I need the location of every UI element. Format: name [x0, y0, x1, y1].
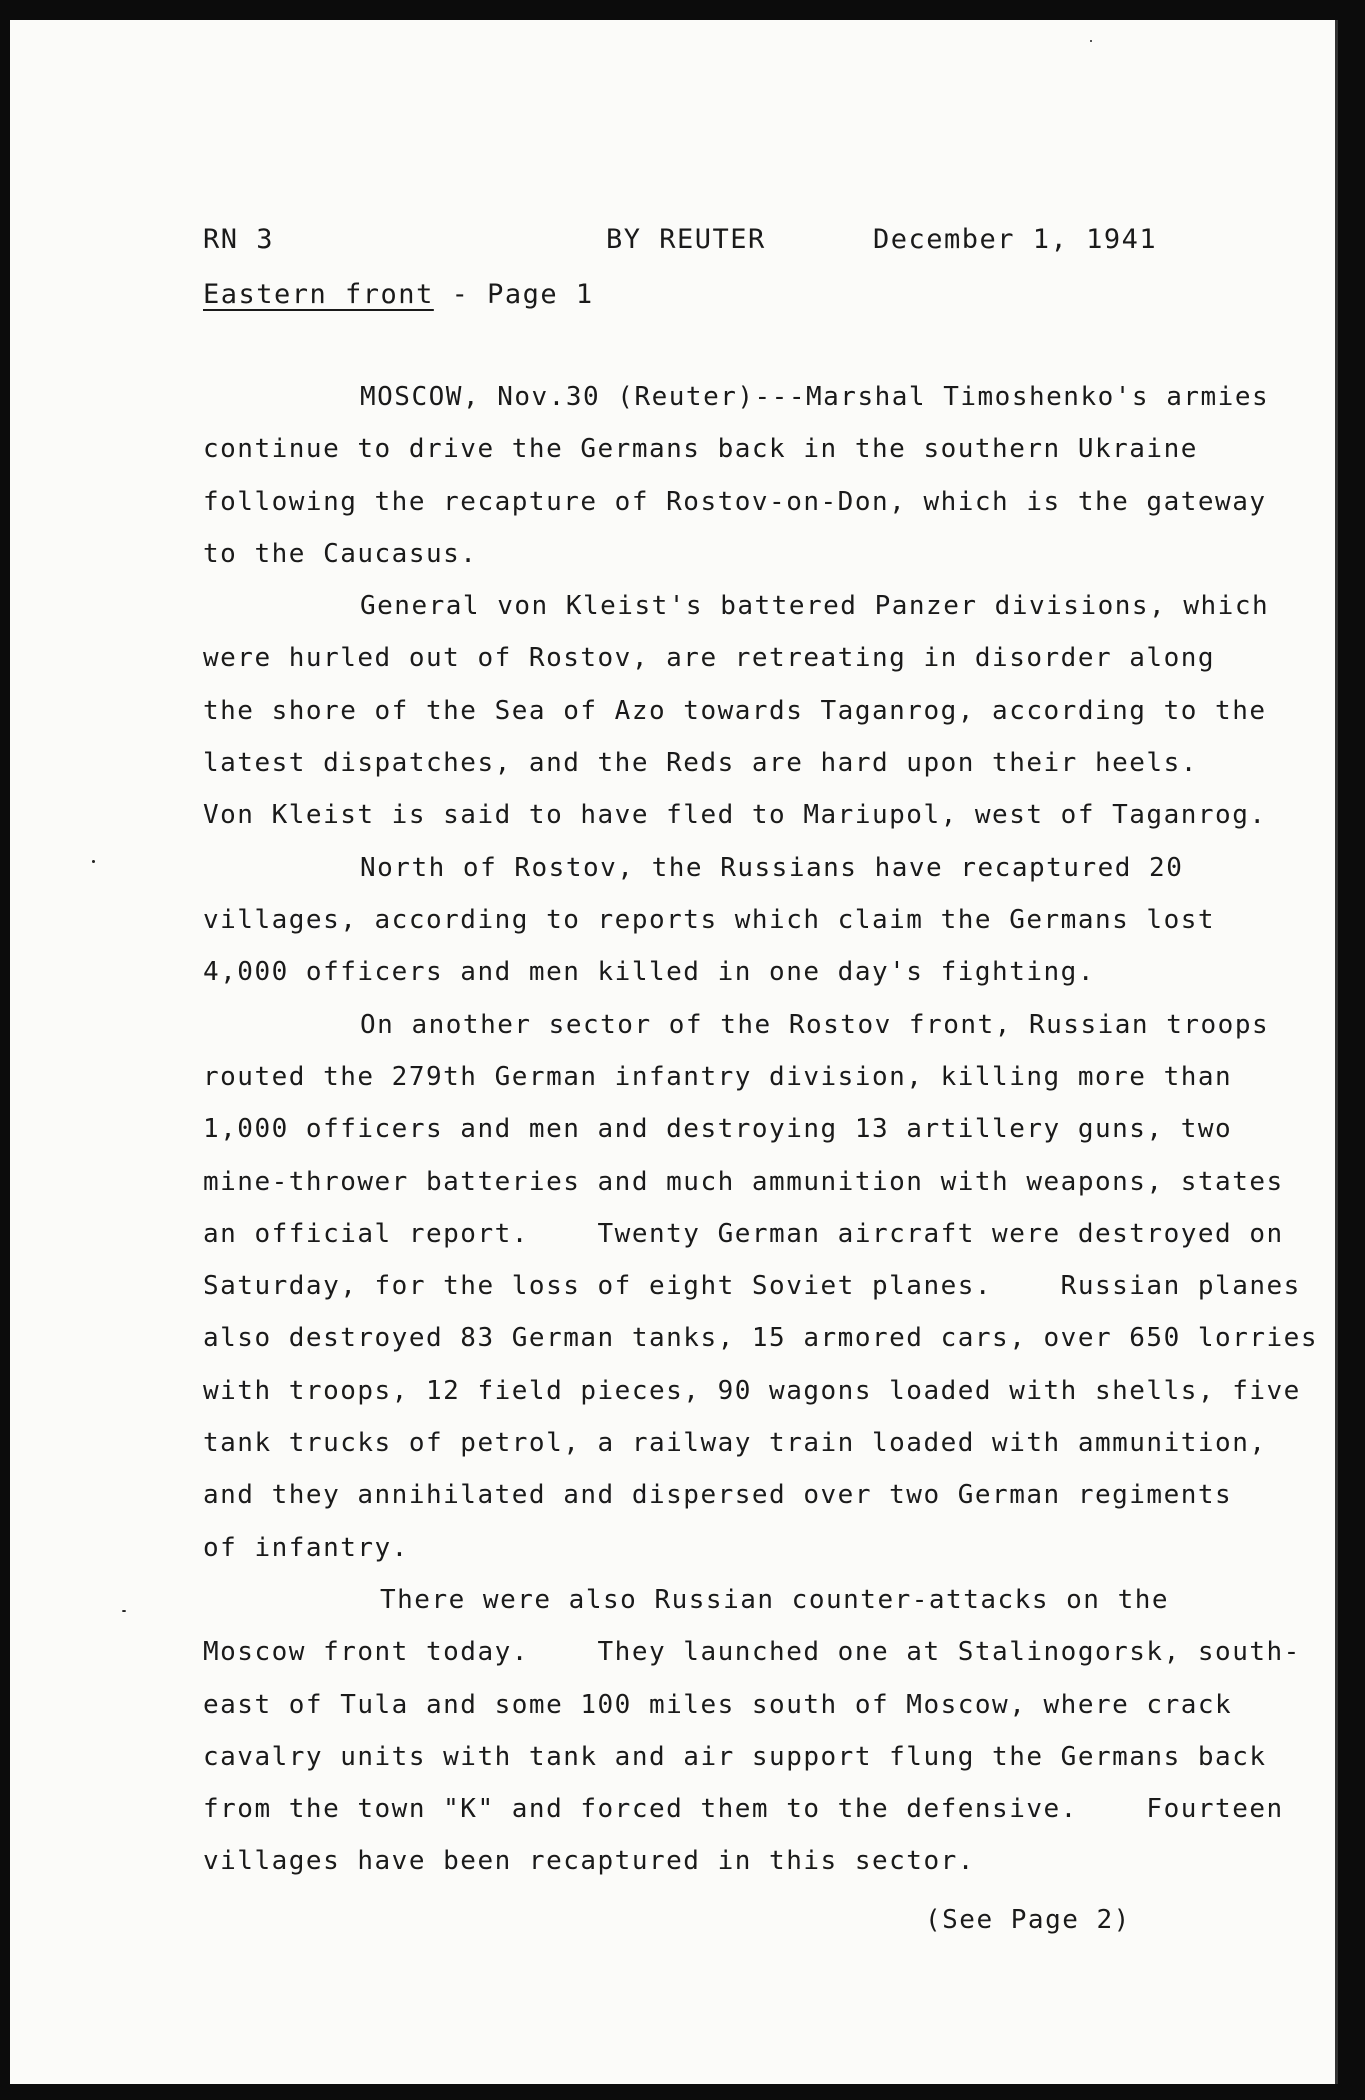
body-line: 4,000 officers and men killed in one day's fighting.: [203, 957, 1095, 987]
body-line: MOSCOW, Nov.30 (Reuter)---Marshal Timoshenko's armies: [360, 382, 1270, 412]
scan-speck: [1090, 40, 1092, 42]
body-line: On another sector of the Rostov front, Russian troops: [360, 1010, 1270, 1040]
document-code: RN 3: [203, 224, 275, 255]
section-heading: [203, 280, 594, 310]
body-line: also destroyed 83 German tanks, 15 armored cars, over 650 lorries: [203, 1323, 1318, 1353]
body-line: to the Caucasus.: [203, 539, 478, 569]
body-line: following the recapture of Rostov-on-Don, which is the gateway: [203, 487, 1267, 517]
page-label: - Page 1: [433, 279, 594, 310]
scan-speck: [92, 860, 95, 863]
byline: BY REUTER: [606, 224, 766, 255]
body-line: villages have been recaptured in this sector.: [203, 1846, 975, 1876]
body-line: the shore of the Sea of Azo towards Taganrog, according to the: [203, 696, 1267, 726]
body-line: with troops, 12 field pieces, 90 wagons loaded with shells, five: [203, 1376, 1301, 1406]
typewritten-page: [10, 20, 1338, 2084]
body-line: were hurled out of Rostov, are retreating in disorder along: [203, 643, 1216, 673]
body-line: an official report. Twenty German aircraft were destroyed on: [203, 1219, 1284, 1249]
continuation-note: (See Page 2): [925, 1905, 1131, 1935]
body-line: Moscow front today. They launched one at Stalinogorsk, south-: [203, 1637, 1301, 1667]
body-line: and they annihilated and dispersed over two German regiments: [203, 1480, 1233, 1510]
body-line: continue to drive the Germans back in the southern Ukraine: [203, 434, 1198, 464]
body-line: There were also Russian counter-attacks on the: [380, 1585, 1170, 1615]
body-line: 1,000 officers and men and destroying 13 artillery guns, two: [203, 1114, 1233, 1144]
body-line: of infantry.: [203, 1533, 409, 1563]
body-line: latest dispatches, and the Reds are hard upon their heels.: [203, 748, 1198, 778]
body-line: from the town "K" and forced them to the defensive. Fourteen: [203, 1794, 1284, 1824]
section-title: Eastern front: [203, 279, 434, 310]
body-line: tank trucks of petrol, a railway train loaded with ammunition,: [203, 1428, 1267, 1458]
body-line: General von Kleist's battered Panzer divisions, which: [360, 591, 1270, 621]
body-line: villages, according to reports which claim the Germans lost: [203, 905, 1216, 935]
body-line: cavalry units with tank and air support flung the Germans back: [203, 1742, 1267, 1772]
body-line: North of Rostov, the Russians have recaptured 20: [360, 853, 1184, 883]
scan-speck: [122, 1610, 126, 1612]
body-line: Saturday, for the loss of eight Soviet planes. Russian planes: [203, 1271, 1301, 1301]
document-date: December 1, 1941: [873, 224, 1158, 255]
body-line: routed the 279th German infantry division, killing more than: [203, 1062, 1233, 1092]
body-line: mine-thrower batteries and much ammunition with weapons, states: [203, 1167, 1284, 1197]
body-line: Von Kleist is said to have fled to Mariupol, west of Taganrog.: [203, 800, 1267, 830]
body-line: east of Tula and some 100 miles south of Moscow, where crack: [203, 1690, 1233, 1720]
